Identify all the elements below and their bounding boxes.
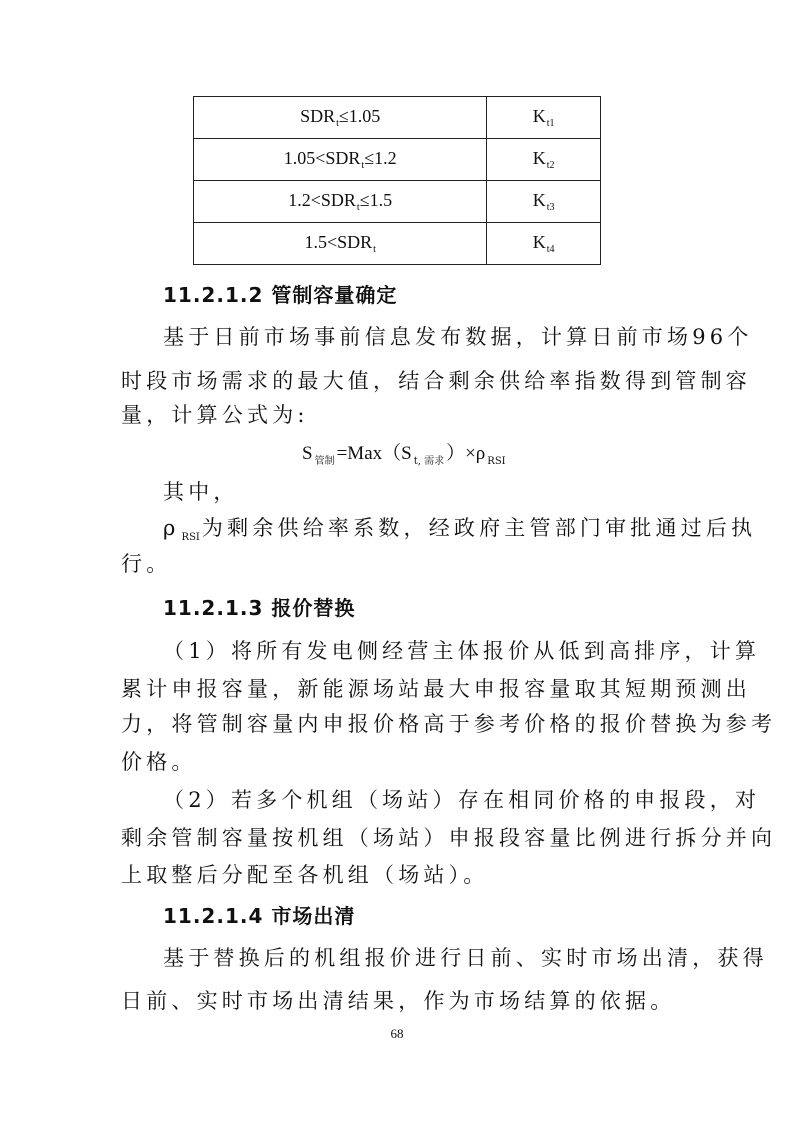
page-number: 68 <box>390 1026 404 1041</box>
section-heading: 11.2.1.2 管制容量确定 <box>163 283 398 307</box>
paragraph-line: （1）将所有发电侧经营主体报价从低到高排序，计算 <box>163 639 761 663</box>
condition-cell: $1.2<SDR_t\le 1.5$ <box>194 181 487 223</box>
coefficient-cell: $K_{t4}$ <box>487 223 601 265</box>
condition-cell: $SDR_t\le 1.05$ <box>194 97 487 139</box>
paragraph-line: 价格。 <box>121 750 197 774</box>
capacity-formula: S $_{管制}$ =Max（S $_{t, 需求}$ ）×ρ $_{RSI}$ <box>302 443 506 467</box>
coefficient-cell: $K_{t3}$ <box>487 181 601 223</box>
table-row <box>194 139 601 181</box>
paragraph-line: （2）若多个机组（场站）存在相同价格的申报段，对 <box>163 788 761 812</box>
paragraph-line: 量，计算公式为: <box>121 403 309 427</box>
coefficient-cell: $K_{t1}$ <box>487 97 601 139</box>
paragraph-line: 时段市场需求的最大值，结合剩余供给率指数得到管制容 <box>121 369 751 393</box>
table-row <box>194 181 601 223</box>
where-label: 其中， <box>163 480 239 504</box>
paragraph-line: 基于日前市场事前信息发布数据，计算日前市场96个 <box>163 325 753 349</box>
section-heading: 11.2.1.4 市场出清 <box>163 904 356 928</box>
paragraph-line: ρ $_{RSI}$为剩余供给率系数，经政府主管部门审批通过后执 <box>163 516 757 543</box>
paragraph-line: 累计申报容量，新能源场站最大申报容量取其短期预测出 <box>121 677 751 701</box>
paragraph-line: 日前、实时市场出清结果，作为市场结算的依据。 <box>121 989 676 1013</box>
paragraph-line: 上取整后分配至各机组（场站）。 <box>121 863 489 887</box>
table-row <box>194 97 601 139</box>
section-heading: 11.2.1.3 报价替换 <box>163 596 356 620</box>
paragraph-line: 力，将管制容量内申报价格高于参考价格的报价替换为参考 <box>121 712 777 736</box>
paragraph-line: 基于替换后的机组报价进行日前、实时市场出清，获得 <box>163 946 768 970</box>
coefficient-table <box>193 96 601 265</box>
coefficient-cell: $K_{t2}$ <box>487 139 601 181</box>
paragraph-line: 行。 <box>121 552 172 576</box>
condition-cell: $1.05<SDR_t\le 1.2$ <box>194 139 487 181</box>
condition-cell: $1.5<SDR_t$ <box>194 223 487 265</box>
table-row <box>194 223 601 265</box>
paragraph-line: 剩余管制容量按机组（场站）申报段容量比例进行拆分并向 <box>121 826 777 850</box>
